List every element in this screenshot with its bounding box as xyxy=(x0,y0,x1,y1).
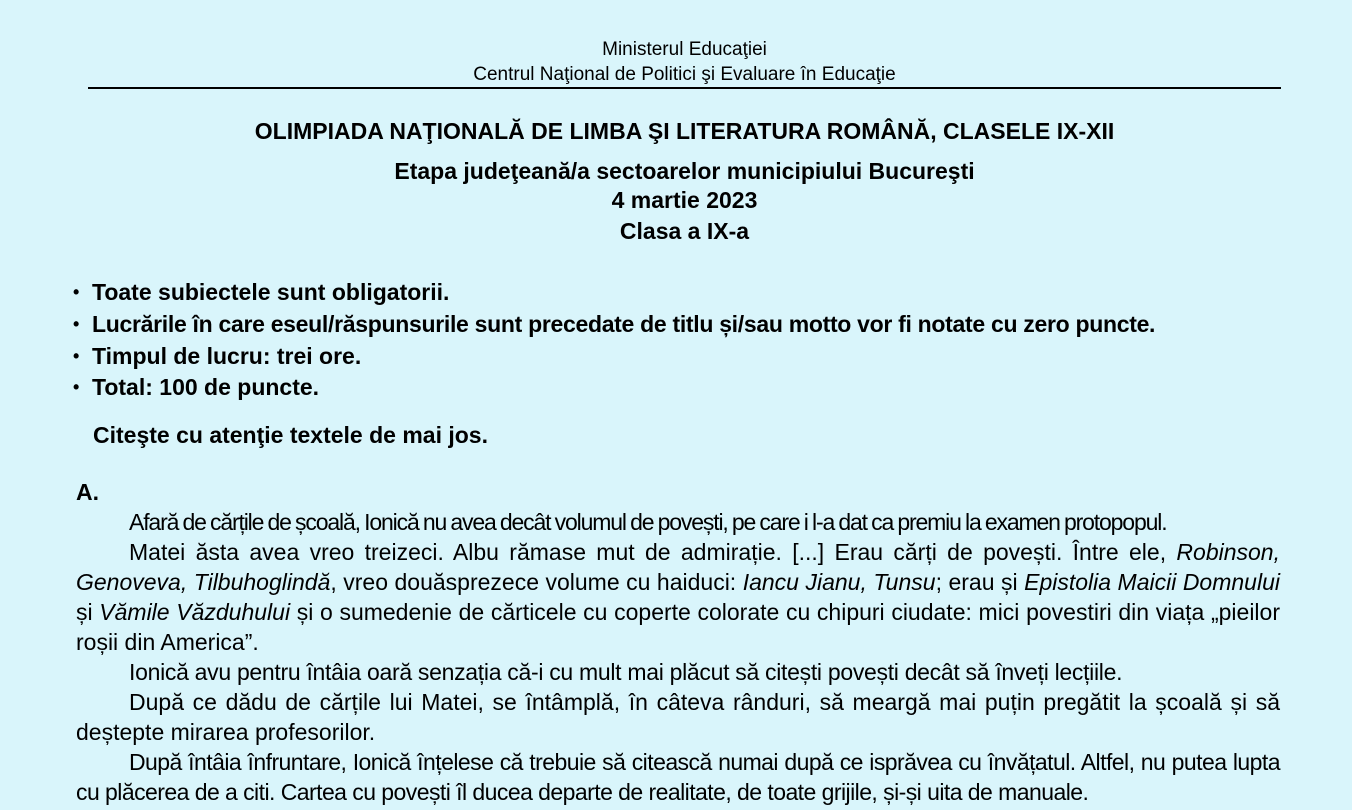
rule-item xyxy=(73,341,1293,373)
rule-text: Total: 100 de puncte. xyxy=(92,374,320,401)
paragraph: După ce dădu de cărțile lui Matei, se întâmplă, în câteva rânduri, să meargă mai puțin pregătit la școală și să deștepte mirarea profesorilor. xyxy=(76,689,1280,745)
document-header xyxy=(88,37,1281,87)
reading-instruction: Citeşte cu atenţie textele de mai jos. xyxy=(93,422,488,448)
bullet-icon: • xyxy=(73,345,80,366)
book-title: Iancu Jianu, Tunsu xyxy=(742,569,936,595)
text-run: și o sumedenie de cărticele cu coperte colorate cu chipuri ciudate: mici povestiri din viața „pieilor roșii din America”. xyxy=(76,599,1280,655)
text-run: , vreo douăsprezece volume cu haiduci: xyxy=(330,569,743,595)
text-run: ; erau și xyxy=(935,569,1025,595)
rule-item xyxy=(73,309,1293,341)
rule-text: Toate subiectele sunt obligatorii. xyxy=(92,279,450,305)
paragraph xyxy=(76,537,1280,657)
section-a-label: A. xyxy=(76,479,99,505)
book-title: Vămile Văzduhului xyxy=(99,599,291,625)
bullet-icon: • xyxy=(73,377,80,398)
header-divider xyxy=(88,87,1281,89)
paragraph: Afară de cărțile de școală, Ionică nu avea decât volumul de povești, pe care i l-a dat ca premiu la examen protopopul. xyxy=(129,509,1167,535)
rule-text: Timpul de lucru: trei ore. xyxy=(92,342,362,369)
book-title: Epistolia Maicii Domnului xyxy=(1024,569,1280,595)
text-run: Matei ăsta avea vreo treizeci. Albu rămase mut de admirație. [...] Erau cărți de povești. Între ele, xyxy=(129,539,1177,565)
rule-item xyxy=(73,372,1293,404)
exam-rules-list xyxy=(73,277,1293,404)
paragraph: Ionică avu pentru întâia oară senzația că-i cu mult mai plăcut să citești povești decât să înveți lecțiile. xyxy=(129,659,1123,685)
rule-text: Lucrările în care eseul/răspunsurile sunt precedate de titlu și/sau motto vor fi notate cu zero puncte. xyxy=(92,310,1156,337)
evaluation-center-name: Centrul Naţional de Politici şi Evaluare în Educaţie xyxy=(473,64,896,85)
bullet-icon: • xyxy=(73,313,80,334)
text-run: și xyxy=(76,599,100,625)
section-a-text xyxy=(76,507,1280,807)
book-title: Robinson, Genoveva, Tilbuhoglindă xyxy=(76,539,1280,595)
exam-date: 4 martie 2023 xyxy=(611,187,758,213)
grade-title: Clasa a IX-a xyxy=(619,218,750,244)
olympiad-title: OLIMPIADA NAŢIONALĂ DE LIMBA ŞI LITERATURA ROMÂNĂ, CLASELE IX-XII xyxy=(254,118,1115,144)
paragraph: După întâia înfruntare, Ionică înțelese că trebuie să citească numai după ce isprăvea cu învățatul. Altfel, nu putea lupta cu plăcerea de a citi. Cartea cu povești îl ducea departe de realitate, de toate grijile, și-și uita de manuale. xyxy=(76,749,1280,805)
stage-and-date xyxy=(88,157,1281,215)
bullet-icon: • xyxy=(73,282,80,302)
ministry-name: Ministerul Educaţiei xyxy=(602,39,767,60)
stage-title: Etapa judeţeană/a sectoarelor municipiului Bucureşti xyxy=(394,158,975,184)
rule-item xyxy=(73,277,1293,309)
